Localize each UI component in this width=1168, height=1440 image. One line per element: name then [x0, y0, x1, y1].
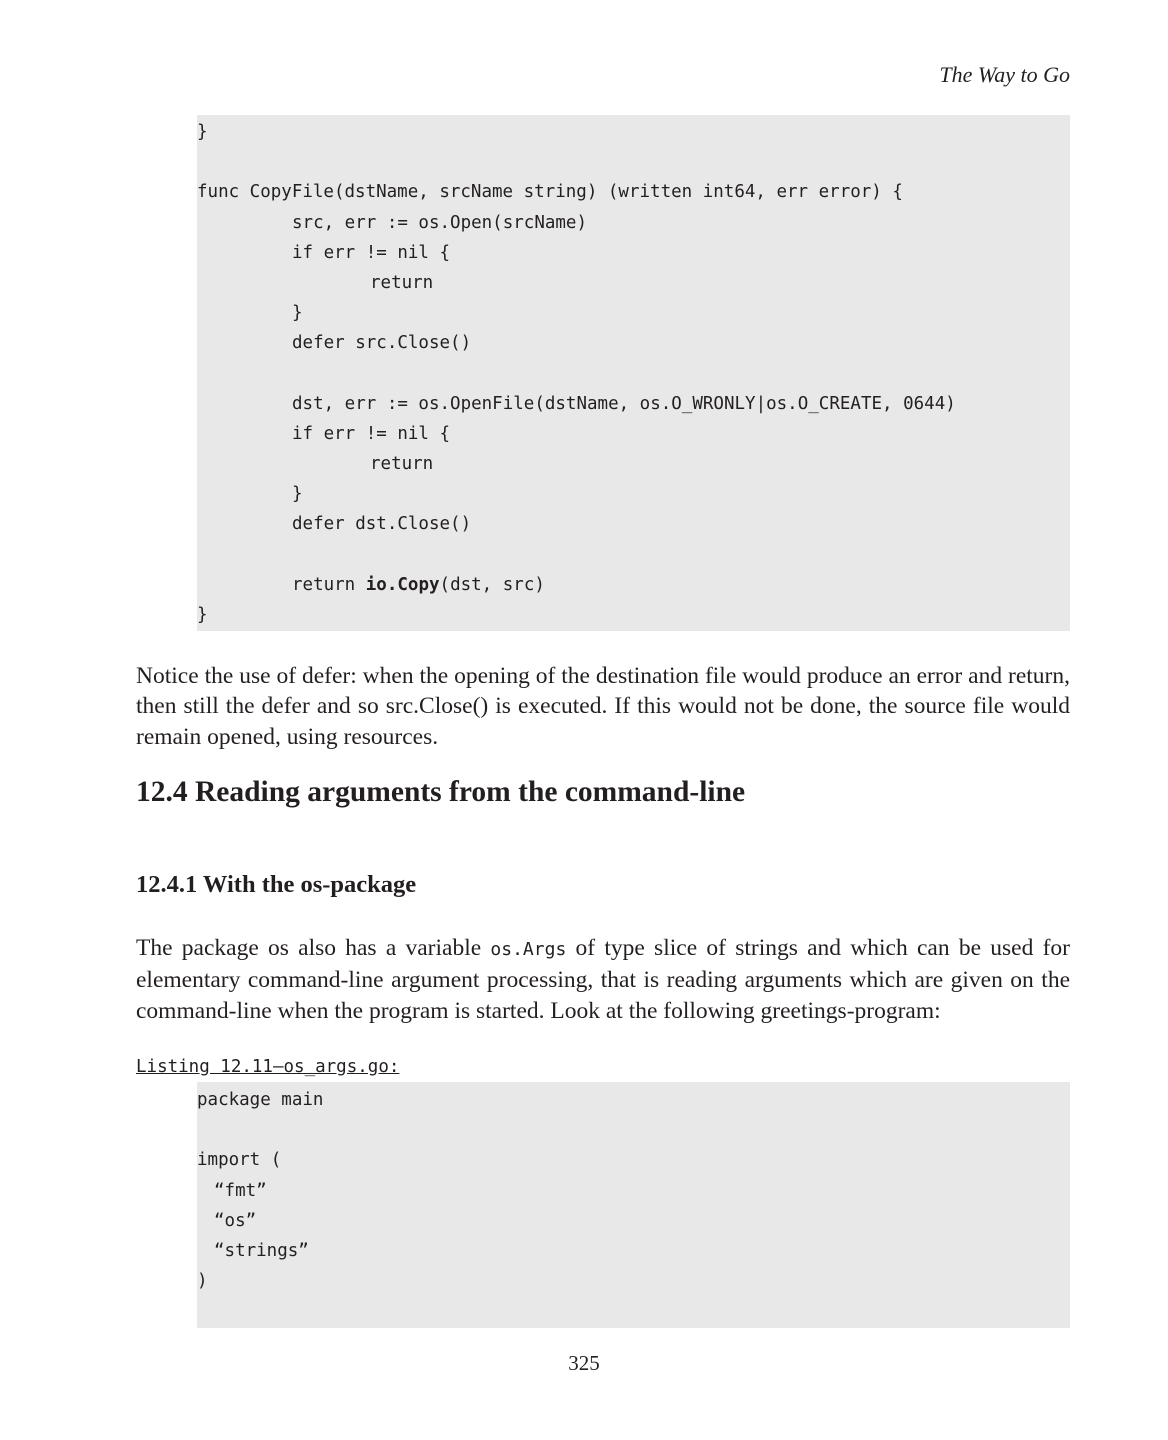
paragraph-text: of type slice of strings and which can be used for elementary command-line argument processing, that is reading arguments which are given on the command-line when the program is started. Look at the following greetings-program:: [136, 935, 1070, 1024]
code-line: “os”: [214, 1210, 257, 1231]
code-line: ): [197, 1271, 208, 1292]
code-line: defer dst.Close(): [292, 514, 472, 535]
code-line: src, err := os.Open(srcName): [292, 212, 588, 233]
code-keyword-return: return: [292, 574, 366, 595]
code-line: }: [292, 303, 303, 324]
code-line-blank: [197, 540, 1070, 570]
code-line: if err != nil {: [292, 423, 451, 444]
code-line-blank: [197, 147, 1070, 177]
code-line: }: [197, 122, 208, 142]
code-line: “fmt”: [214, 1180, 267, 1201]
code-block-copyfile: [197, 115, 1070, 631]
running-header: The Way to Go: [939, 62, 1070, 87]
subsection-heading: 12.4.1 With the os-package: [136, 871, 417, 898]
code-bold-call: io.Copy: [365, 574, 440, 595]
code-line-blank: [197, 1115, 1070, 1145]
body-paragraph-defer: Notice the use of defer: when the opening of the destination file would produce an error and return, then still the defer and so src.Close() is executed. If this would not be done, the source file would remain opened, using resources.: [136, 663, 1070, 750]
section-heading: 12.4 Reading arguments from the command-line: [136, 776, 746, 808]
inline-code-os-args: os.Args: [490, 939, 567, 960]
body-paragraph-os-args: [136, 933, 1070, 1026]
code-line: dst, err := os.OpenFile(dstName, os.O_WRONLY|os.O_CREATE, 0644): [292, 393, 956, 414]
code-line: return: [370, 272, 434, 293]
code-line-blank: [197, 359, 1070, 389]
code-line: defer src.Close(): [292, 333, 472, 354]
paragraph-text: The package os also has a variable: [136, 935, 491, 961]
code-line: import (: [197, 1150, 282, 1171]
code-line: }: [292, 484, 303, 505]
code-line: “strings”: [214, 1240, 309, 1261]
code-line: return: [370, 454, 434, 475]
listing-label: Listing 12.11—os_args.go:: [136, 1057, 400, 1077]
code-line: func CopyFile(dstName, srcName string) (written int64, err error) {: [197, 182, 903, 203]
code-line: if err != nil {: [292, 242, 451, 263]
code-block-os-args: [197, 1082, 1070, 1328]
code-line-return: [197, 570, 1070, 600]
code-line: package main: [197, 1090, 324, 1110]
code-call-args: (dst, src): [439, 574, 545, 595]
page-number: 325: [568, 1351, 600, 1375]
code-line: }: [197, 605, 208, 625]
